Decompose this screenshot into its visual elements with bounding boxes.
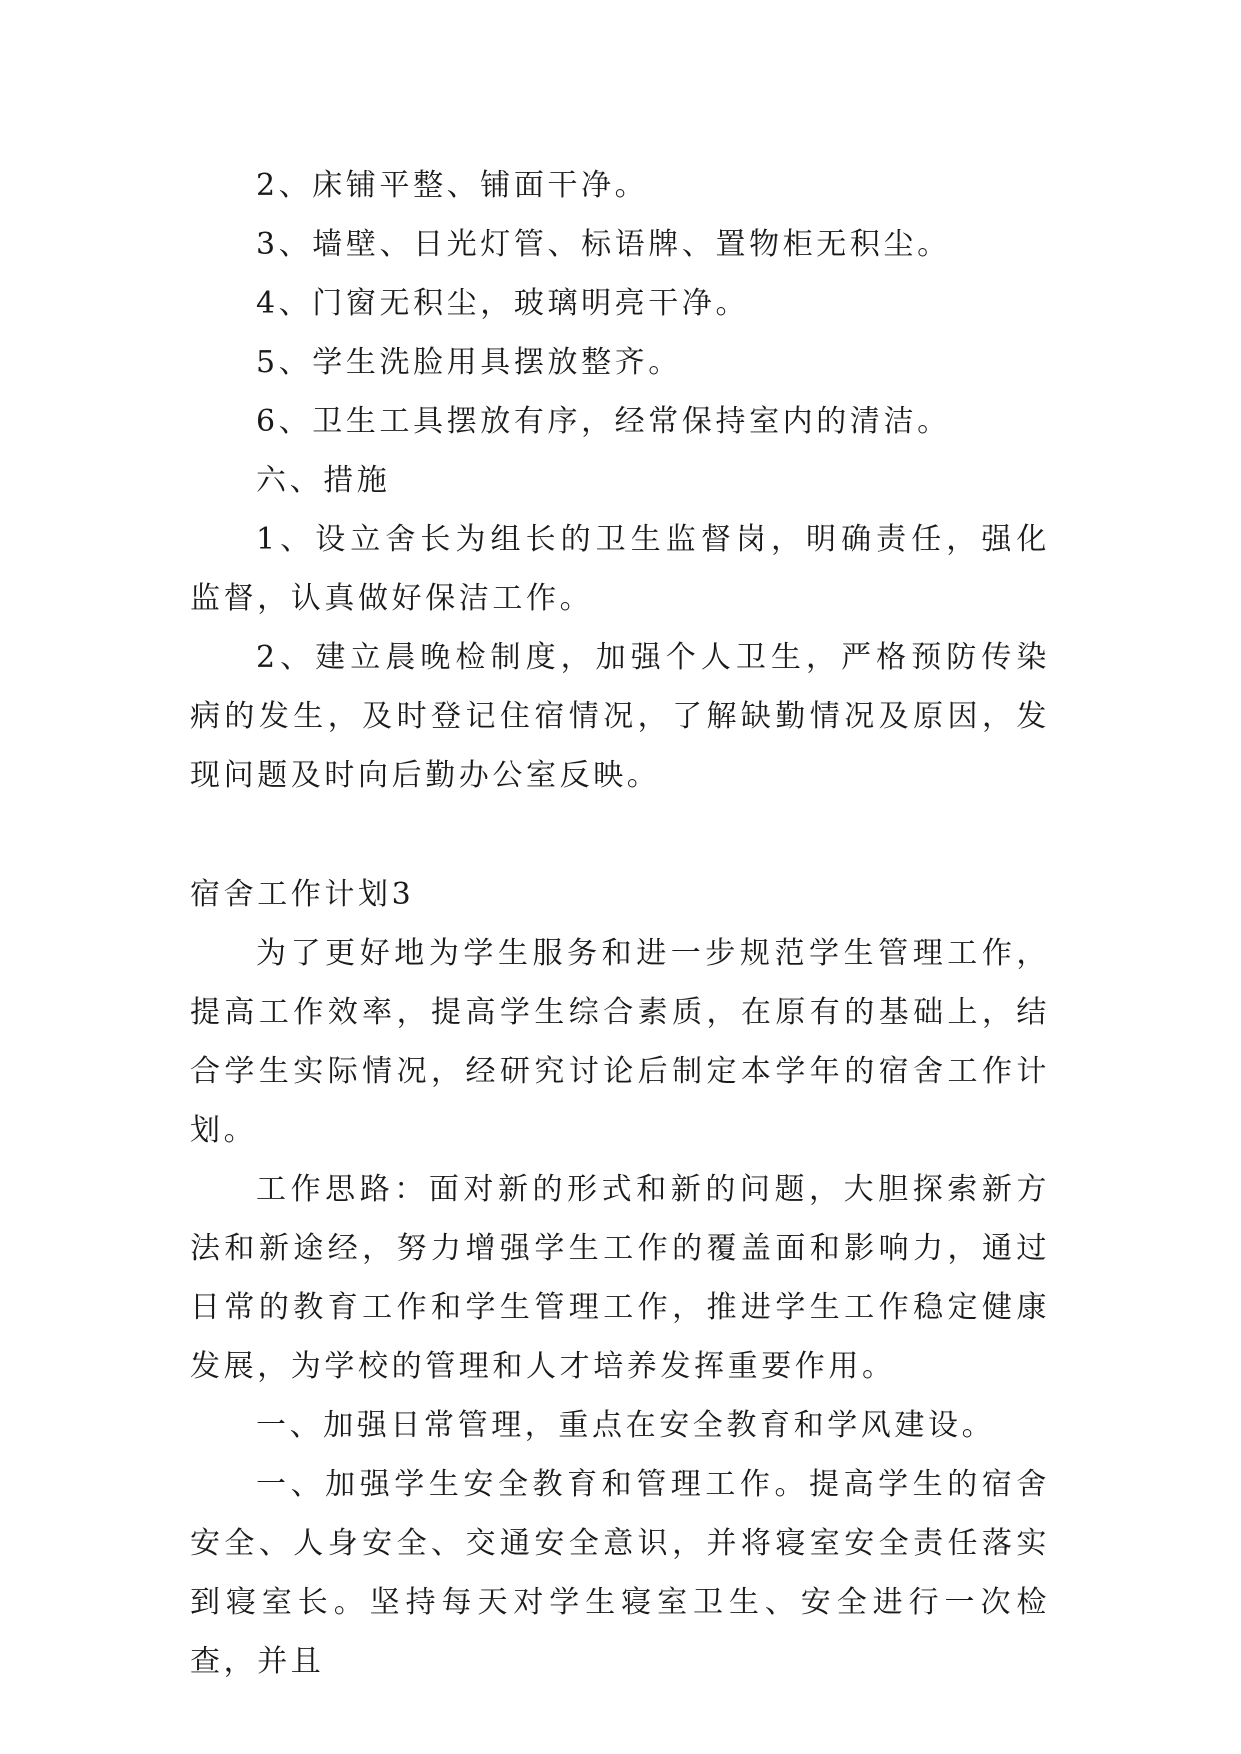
document-body bbox=[190, 156, 1050, 1691]
document-heading: 宿舍工作计划3 bbox=[190, 877, 415, 912]
paragraph-daily-management: 一、加强日常管理，重点在安全教育和学风建设。 bbox=[256, 1408, 996, 1443]
paragraph-safety-education: 一、加强学生安全教育和管理工作。提高学生的宿舍安全、人身安全、交通安全意识，并将寝室安全责任落实到寝室长。坚持每天对学生寝室卫生、安全进行一次检查，并且 bbox=[190, 1467, 1050, 1679]
paragraph-work-ideas: 工作思路：面对新的形式和新的问题，大胆探索新方法和新途经，努力增强学生工作的覆盖面和影响力，通过日常的教育工作和学生管理工作，推进学生工作稳定健康发展，为学校的管理和人才培养发挥重要作用。 bbox=[190, 1172, 1050, 1384]
paragraph-item-6: 6、卫生工具摆放有序，经常保持室内的清洁。 bbox=[256, 404, 951, 439]
section-spacer bbox=[190, 805, 1050, 865]
paragraph-item-2: 2、床铺平整、铺面干净。 bbox=[256, 168, 649, 203]
paragraph-intro: 为了更好地为学生服务和进一步规范学生管理工作，提高工作效率，提高学生综合素质，在原有的基础上，结合学生实际情况，经研究讨论后制定本学年的宿舍工作计划。 bbox=[190, 936, 1050, 1148]
paragraph-measure-2: 2、建立晨晚检制度，加强个人卫生，严格预防传染病的发生，及时登记住宿情况，了解缺勤情况及原因，发现问题及时向后勤办公室反映。 bbox=[190, 640, 1050, 793]
paragraph-item-4: 4、门窗无积尘，玻璃明亮干净。 bbox=[256, 286, 750, 321]
paragraph-measure-1: 1、设立舍长为组长的卫生监督岗，明确责任，强化监督，认真做好保洁工作。 bbox=[190, 522, 1050, 616]
section-heading-measures: 六、措施 bbox=[256, 463, 391, 498]
paragraph-item-3: 3、墙壁、日光灯管、标语牌、置物柜无积尘。 bbox=[256, 227, 951, 262]
paragraph-item-5: 5、学生洗脸用具摆放整齐。 bbox=[256, 345, 682, 380]
